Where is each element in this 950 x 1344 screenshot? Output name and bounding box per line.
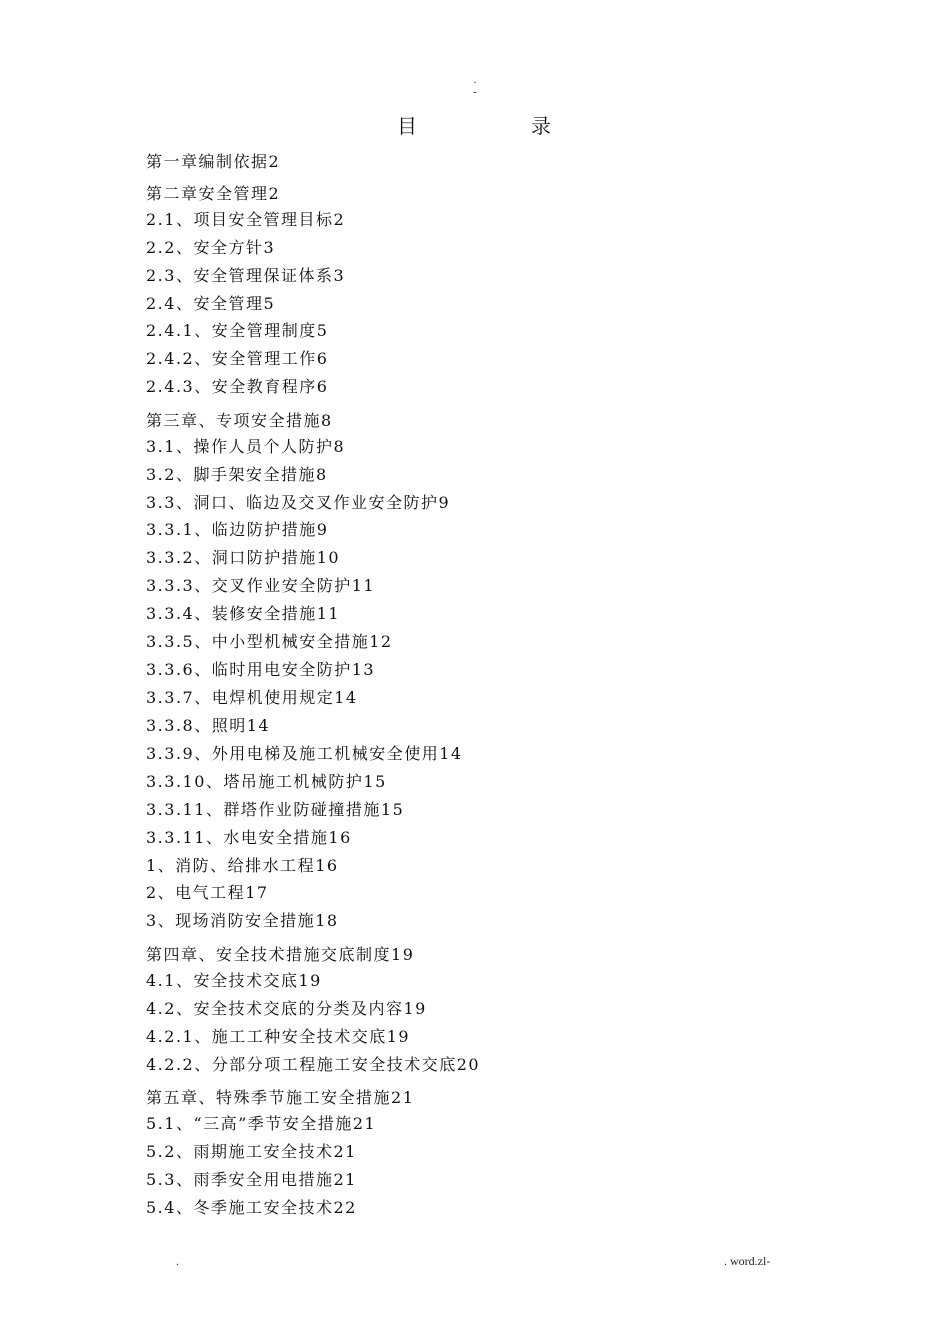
- toc-entry[interactable]: [146, 1055, 480, 1075]
- toc-entry[interactable]: [146, 945, 414, 965]
- page-title-left: 目: [397, 114, 419, 138]
- toc-entry-page: 16: [315, 856, 339, 875]
- toc-entry-label: 3.3.8、照明: [146, 716, 247, 735]
- toc-entry-label: 3.3.3、交叉作业安全防护: [146, 576, 352, 595]
- toc-entry-label: 2.3、安全管理保证体系: [146, 266, 334, 285]
- toc-entry-page: 8: [321, 411, 333, 430]
- toc-entry[interactable]: [146, 856, 339, 876]
- toc-entry[interactable]: [146, 828, 352, 848]
- toc-entry-label: 3.3.9、外用电梯及施工机械安全使用: [146, 744, 440, 763]
- toc-entry-page: 21: [391, 1088, 415, 1107]
- toc-entry-label: 5.4、冬季施工安全技术: [146, 1198, 334, 1217]
- toc-entry[interactable]: [146, 1170, 357, 1190]
- toc-entry[interactable]: [146, 1027, 410, 1047]
- toc-entry-label: 第五章、特殊季节施工安全措施: [146, 1088, 392, 1107]
- toc-entry-page: 19: [403, 999, 427, 1018]
- toc-entry-page: 3: [263, 238, 276, 257]
- toc-entry-label: 4.2.2、分部分项工程施工安全技术交底: [146, 1055, 457, 1074]
- header-mark-bottom: -: [473, 86, 477, 98]
- toc-entry-label: 第三章、专项安全措施: [146, 411, 322, 430]
- toc-entry-label: 3.3.1、临边防护措施: [146, 520, 317, 539]
- toc-entry-page: 15: [363, 772, 387, 791]
- toc-entry-label: 第四章、安全技术措施交底制度: [146, 945, 392, 964]
- toc-entry[interactable]: [146, 152, 280, 172]
- toc-entry[interactable]: [146, 437, 345, 457]
- toc-entry-label: 2.4.2、安全管理工作: [146, 349, 317, 368]
- toc-entry-label: 第二章安全管理: [146, 184, 269, 203]
- toc-entry-label: 3.3.10、塔吊施工机械防护: [146, 772, 364, 791]
- toc-entry-page: 11: [316, 604, 341, 623]
- toc-entry-page: 22: [333, 1198, 357, 1217]
- toc-entry-page: 8: [315, 465, 328, 484]
- toc-entry-label: 3.1、操作人员个人防护: [146, 437, 334, 456]
- toc-entry-label: 3.3.4、装修安全措施: [146, 604, 317, 623]
- toc-entry-page: 14: [246, 716, 271, 735]
- toc-entry[interactable]: [146, 911, 339, 931]
- toc-entry[interactable]: [146, 883, 269, 903]
- toc-entry-page: 17: [245, 883, 269, 902]
- header-mark-top: .: [473, 74, 477, 86]
- toc-entry-page: 21: [333, 1142, 357, 1161]
- toc-entry-label: 3.3.7、电焊机使用规定: [146, 688, 335, 707]
- toc-entry-label: 1、消防、给排水工程: [146, 856, 316, 875]
- toc-entry[interactable]: [146, 576, 375, 596]
- toc-entry-page: 9: [438, 493, 451, 512]
- toc-entry-page: 14: [439, 744, 463, 763]
- toc-entry-page: 11: [351, 576, 376, 595]
- toc-entry[interactable]: [146, 1142, 357, 1162]
- toc-entry-page: 2: [268, 152, 281, 171]
- toc-entry-label: 5.2、雨期施工安全技术: [146, 1142, 334, 1161]
- toc-entry-page: 6: [316, 349, 329, 368]
- toc-entry-page: 21: [352, 1114, 377, 1133]
- toc-entry-label: 3.3.2、洞口防护措施: [146, 548, 317, 567]
- toc-entry-label: 2.4、安全管理: [146, 294, 264, 313]
- toc-entry[interactable]: [146, 604, 340, 624]
- page-title: [0, 112, 950, 140]
- toc-entry-page: 16: [328, 828, 352, 847]
- toc-entry[interactable]: [146, 294, 275, 314]
- toc-entry-page: 8: [333, 437, 346, 456]
- toc-entry[interactable]: [146, 716, 270, 736]
- toc-entry-page: 12: [369, 632, 393, 651]
- footer-left-mark: .: [176, 1254, 179, 1268]
- toc-entry-page: 10: [316, 548, 341, 567]
- toc-entry-label: 3.3.6、临时用电安全防护: [146, 660, 352, 679]
- toc-entry-label: 2.4.1、安全管理制度: [146, 321, 317, 340]
- toc-entry[interactable]: [146, 266, 345, 286]
- toc-entry-page: 2: [268, 184, 281, 203]
- toc-entry-page: 18: [315, 911, 339, 930]
- footer-right-text: . word.zl-: [724, 1254, 771, 1268]
- toc-entry-label: 2.1、项目安全管理目标: [146, 210, 334, 229]
- toc-entry-label: 2.4.3、安全教育程序: [146, 377, 317, 396]
- toc-entry-page: 5: [316, 321, 329, 340]
- toc-entry-page: 20: [456, 1055, 481, 1074]
- toc-entry-label: 4.2.1、施工工种安全技术交底: [146, 1027, 387, 1046]
- toc-entry-page: 19: [386, 1027, 411, 1046]
- toc-entry[interactable]: [146, 1198, 357, 1218]
- toc-entry-label: 第一章编制依据: [146, 152, 269, 171]
- toc-entry[interactable]: [146, 772, 387, 792]
- toc-entry-label: 3.3、洞口、临边及交叉作业安全防护: [146, 493, 439, 512]
- toc-entry-label: 3.3.11、水电安全措施: [146, 828, 329, 847]
- toc-entry-page: 15: [380, 800, 405, 819]
- toc-entry-page: 5: [263, 294, 276, 313]
- toc-entry-label: 5.1、“三高”季节安全措施: [146, 1114, 353, 1133]
- toc-entry[interactable]: [146, 321, 328, 341]
- toc-entry[interactable]: [146, 999, 427, 1019]
- toc-entry-label: 3、现场消防安全措施: [146, 911, 316, 930]
- toc-entry[interactable]: [146, 632, 393, 652]
- toc-entry[interactable]: [146, 1088, 414, 1108]
- toc-entry[interactable]: [146, 800, 404, 820]
- page-title-right: 录: [531, 114, 553, 138]
- toc-entry[interactable]: [146, 548, 340, 568]
- toc-entry[interactable]: [146, 184, 280, 204]
- toc-entry[interactable]: [146, 688, 358, 708]
- toc-entry-label: 2、电气工程: [146, 883, 246, 902]
- toc-entry[interactable]: [146, 349, 328, 369]
- toc-entry-page: 13: [351, 660, 376, 679]
- toc-entry-label: 5.3、雨季安全用电措施: [146, 1170, 334, 1189]
- toc-entry-page: 21: [333, 1170, 357, 1189]
- toc-entry[interactable]: [146, 238, 275, 258]
- toc-entry-label: 3.3.11、群塔作业防碰撞措施: [146, 800, 381, 819]
- toc-entry[interactable]: [146, 1114, 376, 1134]
- toc-entry[interactable]: [146, 520, 328, 540]
- toc-entry-label: 3.3.5、中小型机械安全措施: [146, 632, 370, 651]
- toc-entry[interactable]: [146, 377, 328, 397]
- toc-entry[interactable]: [146, 210, 345, 230]
- toc-entry-label: 4.1、安全技术交底: [146, 971, 299, 990]
- toc-entry[interactable]: [146, 971, 322, 991]
- toc-entry-label: 3.2、脚手架安全措施: [146, 465, 316, 484]
- toc-entry[interactable]: [146, 744, 463, 764]
- toc-entry-page: 3: [333, 266, 346, 285]
- toc-entry[interactable]: [146, 660, 375, 680]
- toc-entry[interactable]: [146, 493, 450, 513]
- toc-entry-page: 19: [391, 945, 415, 964]
- toc-entry-page: 14: [334, 688, 358, 707]
- toc-entry[interactable]: [146, 411, 333, 431]
- toc-entry-page: 19: [298, 971, 322, 990]
- toc-entry-label: 2.2、安全方针: [146, 238, 264, 257]
- toc-entry-page: 6: [316, 377, 329, 396]
- toc-entry-label: 4.2、安全技术交底的分类及内容: [146, 999, 404, 1018]
- toc-entry-page: 2: [333, 210, 346, 229]
- toc-entry[interactable]: [146, 465, 328, 485]
- toc-entry-page: 9: [316, 520, 329, 539]
